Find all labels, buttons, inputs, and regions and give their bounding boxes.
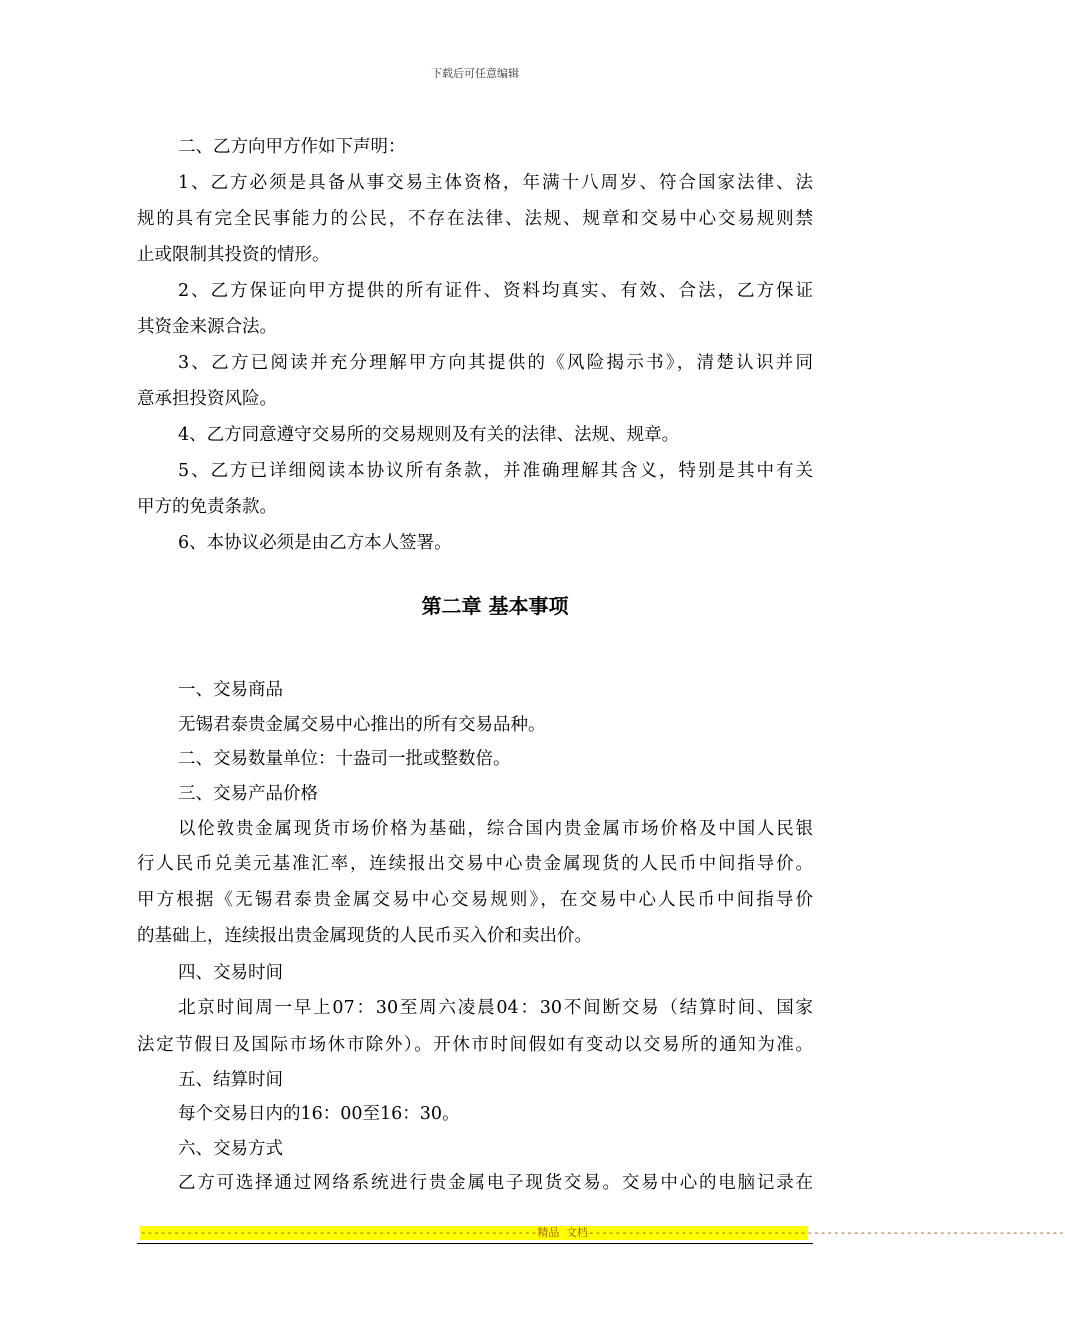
paragraph-line: 无锡君泰贵金属交易中心推出的所有交易品种。	[178, 715, 546, 735]
paragraph-line: 规的具有完全民事能力的公民，不存在法律、法规、规章和交易中心交易规则禁	[137, 209, 813, 229]
section-heading: 六、交易方式	[178, 1139, 283, 1159]
section-heading: 二、乙方向甲方作如下声明：	[178, 137, 406, 157]
paragraph-line: 每个交易日内的16：00至16：30。	[178, 1104, 460, 1124]
paragraph-line: 其资金来源合法。	[137, 317, 277, 337]
footer-rule	[137, 1243, 813, 1244]
paragraph-line: 法定节假日及国际市场休市除外）。开休市时间假如有变动以交易所的通知为准。	[137, 1035, 813, 1055]
section-heading: 三、交易产品价格	[178, 784, 318, 804]
paragraph-line: 6、本协议必须是由乙方本人签署。	[178, 533, 452, 553]
section-heading: 五、结算时间	[178, 1070, 283, 1090]
footer-dashes-right: ------------------------------------------------------------------------	[587, 1226, 1065, 1239]
paragraph-line: 的基础上，连续报出贵金属现货的人民币买入价和卖出价。	[137, 926, 592, 946]
paragraph-line: 甲方的免责条款。	[137, 497, 277, 517]
header-note: 下载后可任意编辑	[431, 67, 519, 80]
paragraph-line: 以伦敦贵金属现货市场价格为基础，综合国内贵金属市场价格及中国人民银	[178, 819, 813, 839]
paragraph-line: 甲方根据《无锡君泰贵金属交易中心交易规则》，在交易中心人民币中间指导价	[137, 890, 813, 910]
paragraph-line: 1、乙方必须是具备从事交易主体资格，年满十八周岁、符合国家法律、法	[178, 173, 813, 193]
paragraph-line: 4、乙方同意遵守交易所的交易规则及有关的法律、法规、规章。	[178, 425, 680, 445]
chapter-title: 第二章 基本事项	[421, 594, 569, 618]
paragraph-line: 止或限制其投资的情形。	[137, 245, 330, 265]
section-heading: 四、交易时间	[178, 963, 283, 983]
footer-dashes-left: ------------------------------------------------------------	[140, 1226, 538, 1239]
paragraph-line: 意承担投资风险。	[137, 389, 277, 409]
footer-label: 精品 文档	[537, 1226, 588, 1239]
paragraph-line: 3、乙方已阅读并充分理解甲方向其提供的《风险揭示书》，清楚认识并同	[178, 353, 813, 373]
paragraph-line: 乙方可选择通过网络系统进行贵金属电子现货交易。交易中心的电脑记录在	[178, 1173, 813, 1193]
section-heading: 二、交易数量单位：十盎司一批或整数倍。	[178, 749, 511, 769]
paragraph-line: 5、乙方已详细阅读本协议所有条款，并准确理解其含义，特别是其中有关	[178, 461, 813, 481]
section-heading: 一、交易商品	[178, 680, 283, 700]
paragraph-line: 北京时间周一早上07：30至周六凌晨04：30不间断交易（结算时间、国家	[178, 998, 813, 1018]
footer-banner	[140, 1226, 1065, 1240]
paragraph-line: 行人民币兑美元基准汇率，连续报出交易中心贵金属现货的人民币中间指导价。	[137, 854, 813, 874]
paragraph-line: 2、乙方保证向甲方提供的所有证件、资料均真实、有效、合法，乙方保证	[178, 281, 813, 301]
